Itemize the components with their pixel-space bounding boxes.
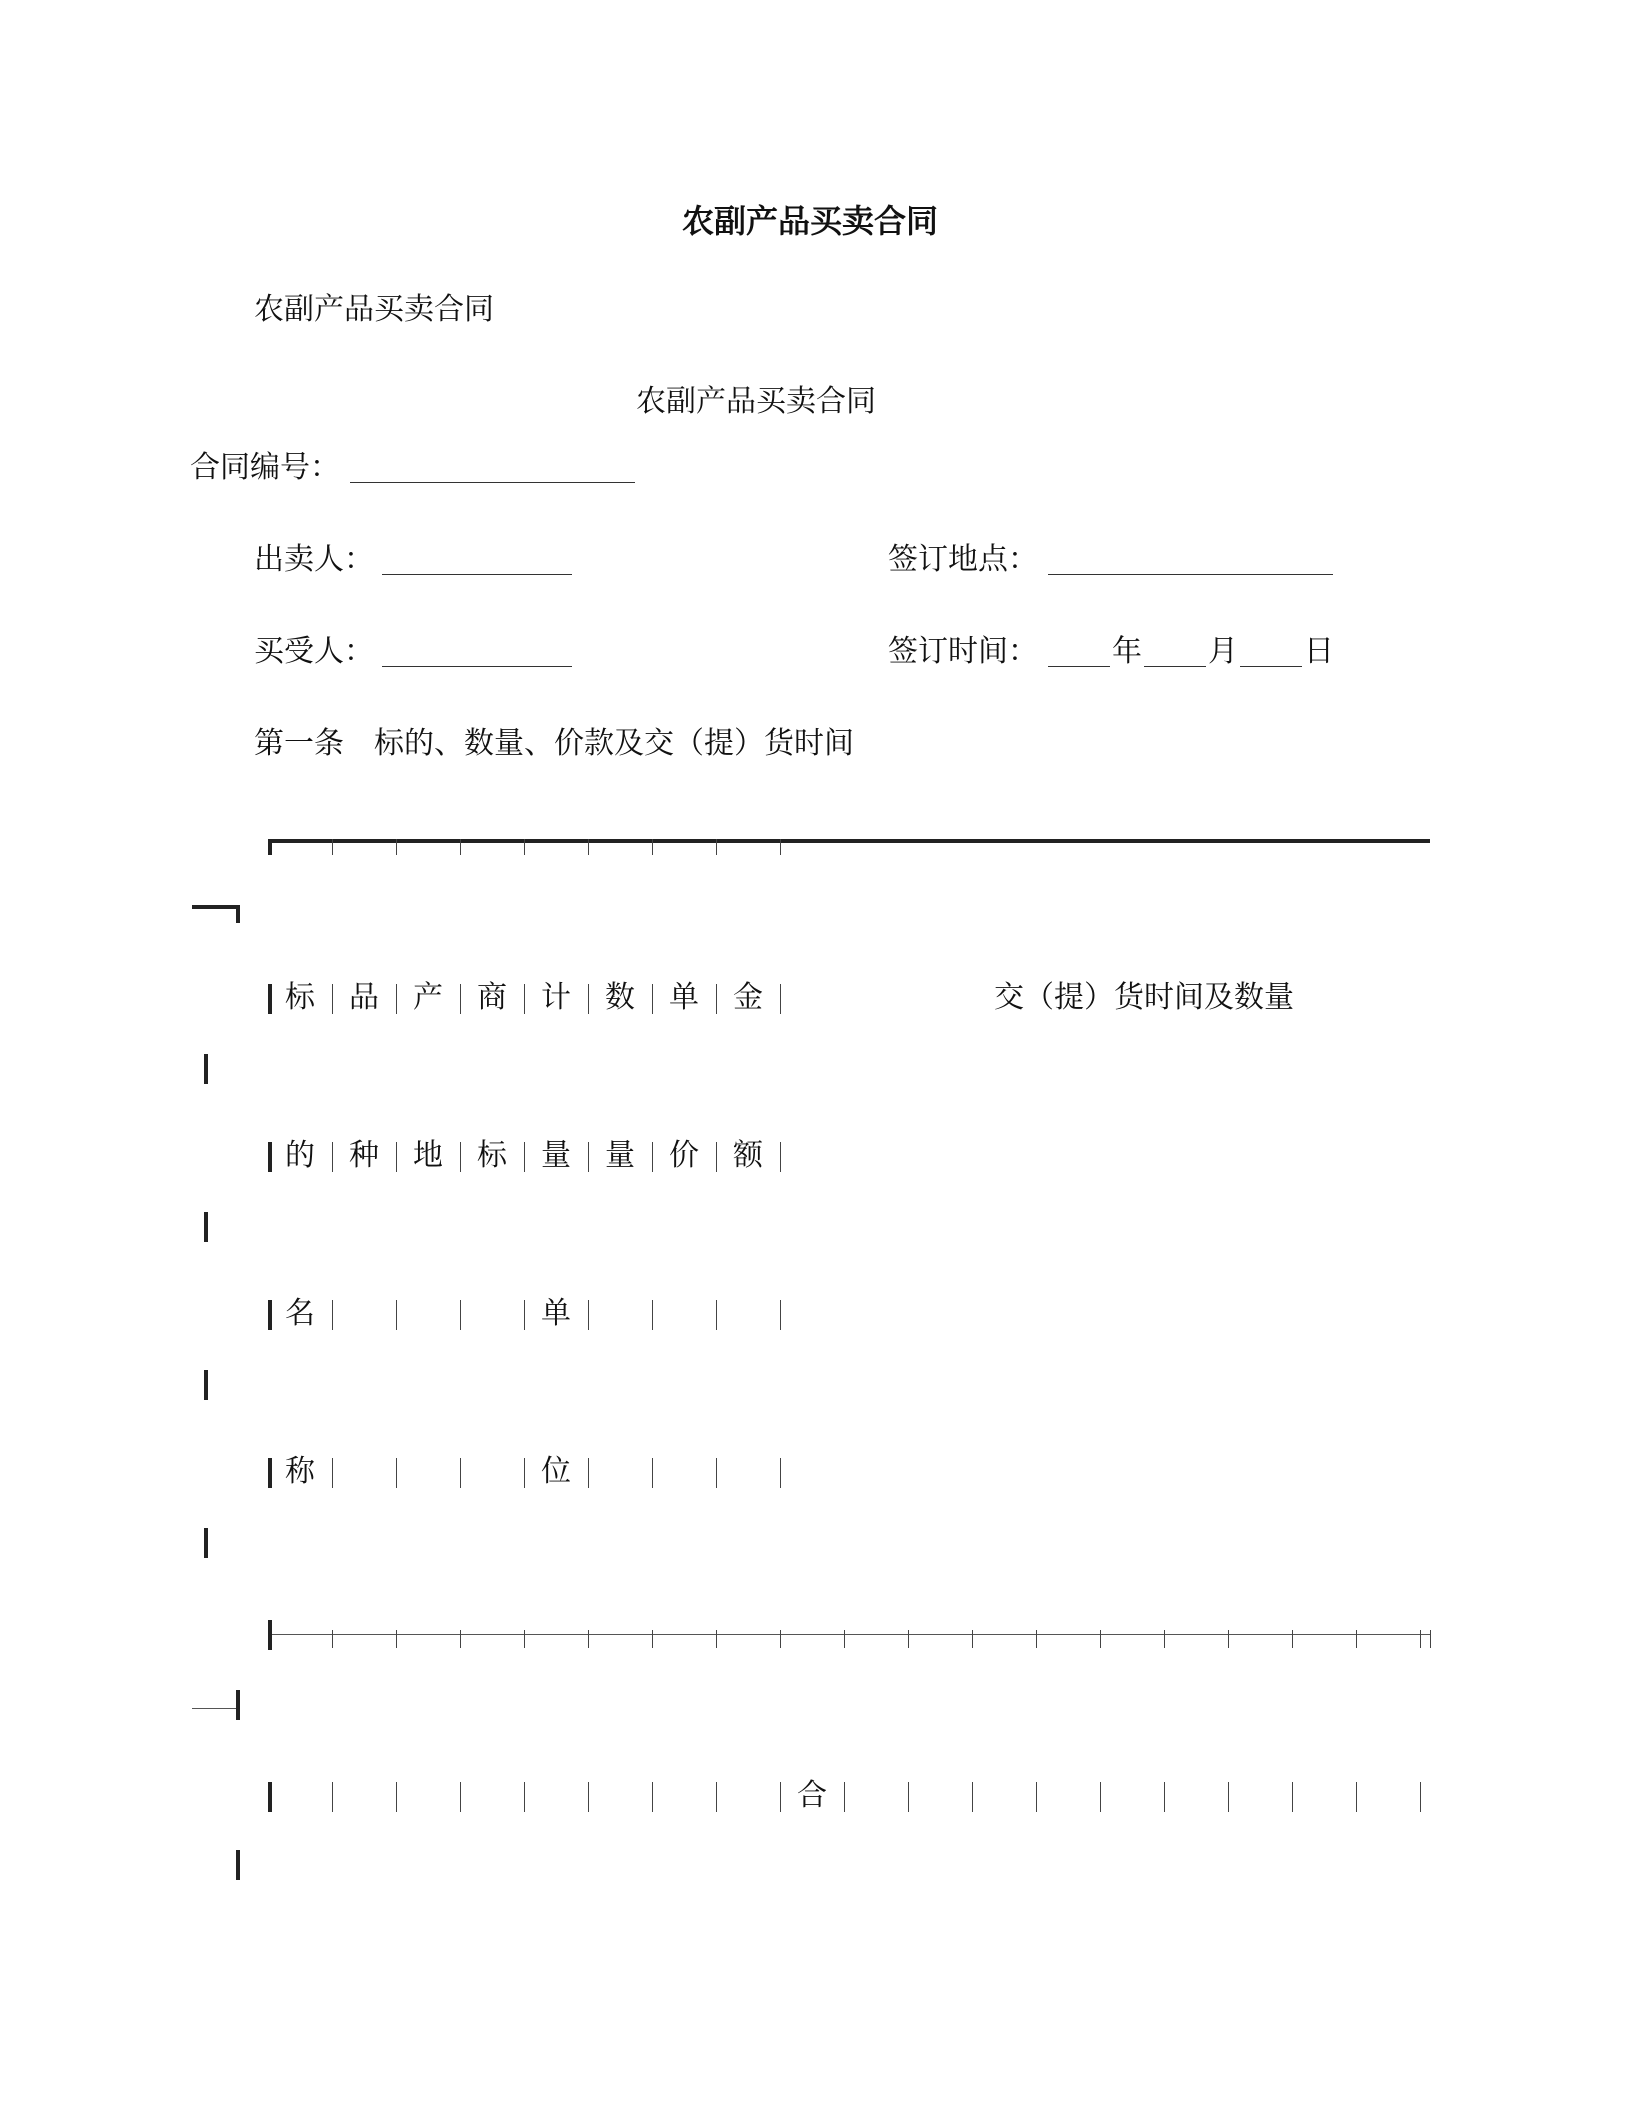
table-cell: 的 [285, 1138, 315, 1173]
table-top-left-corner [268, 839, 272, 855]
year-label: 年 [1112, 634, 1142, 669]
table-top-tick [780, 839, 781, 855]
total-row-divider [652, 1782, 653, 1812]
row-divider [396, 1458, 397, 1488]
table-cell: 品 [349, 980, 379, 1015]
total-row-divider [396, 1782, 397, 1812]
table-cell: 单 [669, 980, 699, 1015]
table-cell: 标 [285, 980, 315, 1015]
mid-tick [844, 1630, 845, 1648]
total-row-left-border [268, 1782, 272, 1812]
mid-tick [652, 1630, 653, 1648]
row-divider [460, 984, 461, 1014]
mid-left-bracket-end [236, 1690, 240, 1720]
mid-left-bracket [192, 1708, 236, 1709]
table-top-tick [716, 839, 717, 855]
subtitle-left: 农副产品买卖合同 [254, 292, 494, 327]
row-divider [524, 1300, 525, 1330]
mid-tick [1164, 1630, 1165, 1648]
row-left-border [268, 1300, 272, 1330]
year-field[interactable] [1048, 666, 1110, 667]
mid-tick [332, 1630, 333, 1648]
total-row-divider [844, 1782, 845, 1812]
row-divider [332, 1458, 333, 1488]
table-cell: 称 [285, 1454, 315, 1489]
row-divider [716, 984, 717, 1014]
row-divider [588, 1300, 589, 1330]
total-row-divider [908, 1782, 909, 1812]
mid-left-border [268, 1620, 272, 1650]
total-row-divider [1356, 1782, 1357, 1812]
row-divider [332, 1300, 333, 1330]
table-cell: 金 [733, 980, 763, 1015]
delivery-header: 交（提）货时间及数量 [994, 980, 1294, 1015]
total-row-divider [1292, 1782, 1293, 1812]
mid-tick [716, 1630, 717, 1648]
row-continuation-mark [204, 1370, 208, 1400]
row-divider [780, 1142, 781, 1172]
row-divider [716, 1142, 717, 1172]
row-divider [460, 1300, 461, 1330]
table-top-tick [332, 839, 333, 855]
seller-label: 出卖人： [254, 542, 374, 577]
row-divider [780, 1300, 781, 1330]
mid-tick [396, 1630, 397, 1648]
total-row-divider [1164, 1782, 1165, 1812]
row-divider [716, 1300, 717, 1330]
total-row-divider [972, 1782, 973, 1812]
table-cell: 计 [541, 980, 571, 1015]
table-cell: 种 [349, 1138, 379, 1173]
row-divider [396, 1300, 397, 1330]
row-divider [588, 1142, 589, 1172]
total-row-divider [716, 1782, 717, 1812]
table-top-tick [396, 839, 397, 855]
day-label: 日 [1304, 634, 1334, 669]
table-top-tick [524, 839, 525, 855]
total-row-divider [1100, 1782, 1101, 1812]
row-continuation-mark [204, 1054, 208, 1084]
row-left-border [268, 1458, 272, 1488]
table-cell: 商 [477, 980, 507, 1015]
row-divider [780, 1458, 781, 1488]
total-row-divider [780, 1782, 781, 1812]
row-left-border [268, 1142, 272, 1172]
row-divider [716, 1458, 717, 1488]
seller-field[interactable] [382, 574, 572, 575]
day-field[interactable] [1240, 666, 1302, 667]
mid-tick [1228, 1630, 1229, 1648]
table-cell: 量 [541, 1138, 571, 1173]
table-top-border [268, 839, 1430, 843]
row-divider [460, 1142, 461, 1172]
mid-tick [460, 1630, 461, 1648]
table-cell: 额 [733, 1138, 763, 1173]
month-field[interactable] [1144, 666, 1206, 667]
row-divider [524, 1458, 525, 1488]
mid-tick [1036, 1630, 1037, 1648]
mid-tick [1420, 1630, 1421, 1648]
mid-tick [524, 1630, 525, 1648]
buyer-label: 买受人： [254, 634, 374, 669]
table-cell: 地 [413, 1138, 443, 1173]
total-continuation-mark [236, 1850, 240, 1880]
table-mid-line [268, 1634, 1430, 1635]
row-divider [396, 984, 397, 1014]
subtitle-center: 农副产品买卖合同 [636, 384, 876, 419]
row-divider [524, 1142, 525, 1172]
mid-tick [780, 1630, 781, 1648]
table-cell: 价 [669, 1138, 699, 1173]
mid-tick [908, 1630, 909, 1648]
sign-place-field[interactable] [1048, 574, 1333, 575]
table-cell: 数 [605, 980, 635, 1015]
table-top-tick [460, 839, 461, 855]
sign-place-label: 签订地点： [888, 542, 1038, 577]
total-row-divider [524, 1782, 525, 1812]
mid-tick [1292, 1630, 1293, 1648]
table-cell: 产 [413, 980, 443, 1015]
row-divider [652, 1142, 653, 1172]
total-row-divider [1420, 1782, 1421, 1812]
row-divider [524, 984, 525, 1014]
total-label: 合 [797, 1778, 827, 1813]
mid-tick [1430, 1630, 1431, 1648]
row-divider [332, 1142, 333, 1172]
table-cell: 位 [541, 1454, 571, 1489]
mid-tick [972, 1630, 973, 1648]
table-cell: 名 [285, 1296, 315, 1331]
total-row-divider [588, 1782, 589, 1812]
sign-time-label: 签订时间： [888, 634, 1038, 669]
total-row-divider [1228, 1782, 1229, 1812]
table-cell: 单 [541, 1296, 571, 1331]
total-row-divider [1036, 1782, 1037, 1812]
row-continuation-mark [204, 1212, 208, 1242]
row-divider [396, 1142, 397, 1172]
row-continuation-mark [204, 1528, 208, 1558]
total-row-divider [332, 1782, 333, 1812]
row-left-border [268, 984, 272, 1014]
table-top-tick [652, 839, 653, 855]
table-left-bracket [192, 905, 240, 909]
row-divider [652, 1300, 653, 1330]
row-divider [460, 1458, 461, 1488]
buyer-field[interactable] [382, 666, 572, 667]
row-divider [652, 1458, 653, 1488]
total-row-divider [460, 1782, 461, 1812]
mid-tick [588, 1630, 589, 1648]
contract-no-label: 合同编号： [190, 450, 340, 485]
table-cell: 标 [477, 1138, 507, 1173]
mid-tick [1100, 1630, 1101, 1648]
row-divider [588, 984, 589, 1014]
article-1-heading: 第一条 标的、数量、价款及交（提）货时间 [254, 726, 854, 761]
table-left-bracket-end [236, 905, 240, 923]
page-title: 农副产品买卖合同 [682, 202, 939, 240]
row-divider [780, 984, 781, 1014]
month-label: 月 [1208, 634, 1238, 669]
table-cell: 量 [605, 1138, 635, 1173]
row-divider [652, 984, 653, 1014]
contract-no-field[interactable] [350, 482, 635, 483]
mid-tick [1356, 1630, 1357, 1648]
row-divider [332, 984, 333, 1014]
row-divider [588, 1458, 589, 1488]
table-top-tick [588, 839, 589, 855]
